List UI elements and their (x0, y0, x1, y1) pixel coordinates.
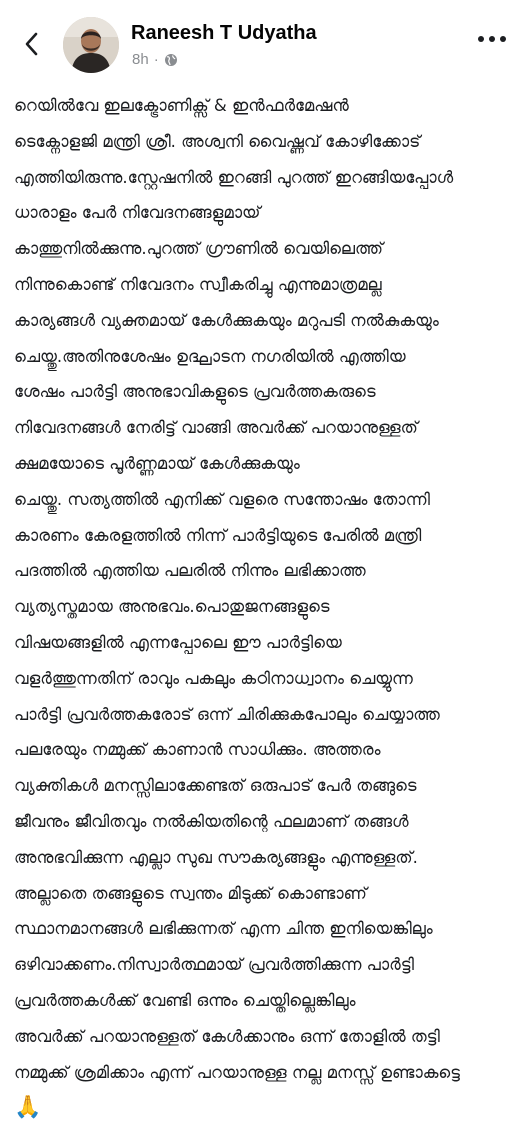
post-line: ക്ഷമയോടെ പൂർണ്ണമായ് കേൾക്കുകയും (14, 453, 300, 473)
post-line: എത്തിയിരുന്നു.സ്റ്റേഷനിൽ ഇറങ്ങി പുറത്ത് ഇറങ്ങിയപ്പോൾ (14, 167, 454, 187)
meta-separator: · (153, 51, 159, 68)
post-line: വളർത്തുന്നതിന് രാവും പകലും കഠിനാധ്വാനം ചെയ്യുന്ന (14, 668, 413, 688)
post-line: ഒഴിവാക്കണം.നിസ്വാർത്ഥമായ് പ്രവർത്തിക്കുന്ന പാർട്ടി (14, 955, 414, 975)
post-line: അനുഭവിക്കുന്ന എല്ലാ സുഖ സൗകര്യങ്ങളും എന്നുള്ളത്. (14, 847, 418, 867)
post-line: വ്യത്യസ്തമായ അനുഭവം.പൊതുജനങ്ങളുടെ (14, 597, 330, 617)
post-line: കാര്യങ്ങൾ വ്യക്തമായ് കേൾക്കുകയും മറുപടി നൽകുകയും (14, 310, 439, 330)
post-line: ചെയ്തു.അതിനുശേഷം ഉദ്ഘാടന നഗരിയിൽ എത്തിയ (14, 346, 406, 366)
post-line: അല്ലാതെ തങ്ങളുടെ സ്വന്തം മിടുക്ക് കൊണ്ടാണ് (14, 883, 367, 903)
post-line: സ്ഥാനമാനങ്ങൾ ലഭിക്കുന്നത് എന്ന ചിന്ത ഇനിയെങ്കിലും (14, 919, 433, 939)
post-line: ടെക്നോളജി മന്ത്രി ശ്രീ. അശ്വനി വൈഷ്ണവ് കോഴിക്കോട് (14, 131, 421, 151)
post-line: പലരേയും നമ്മുക്ക് കാണാൻ സാധിക്കും. അത്തരം (14, 740, 381, 760)
avatar[interactable] (63, 17, 119, 73)
post-meta (132, 51, 178, 68)
post-line: നമ്മുക്ക് ശ്രമിക്കാം എന്ന് പറയാനുള്ള നല്ല മനസ്സ് ഉണ്ടാകട്ടെ (14, 1062, 460, 1082)
post-line: കാത്തുനിൽക്കുന്നു.പുറത്ത് ഗ്രൗണിൽ വെയിലെത്ത് (14, 239, 383, 259)
post-line: പദത്തിൽ എത്തിയ പലരിൽ നിന്നും ലഭിക്കാത്ത (14, 561, 366, 581)
avatar-photo (63, 17, 119, 73)
post-line: പ്രവർത്തകൾക്ക് വേണ്ടി ഒന്നും ചെയ്തില്ലെങ്കിലും (14, 990, 356, 1010)
chevron-left-icon (22, 31, 42, 57)
post-line: ജീവനും ജീവിതവും നൽകിയതിന്റെ ഫലമാണ് തങ്ങൾ (14, 811, 409, 831)
timestamp[interactable]: 8h (132, 51, 149, 68)
post-line: കാരണം കേരളത്തിൽ നിന്ന് പാർട്ടിയുടെ പേരിൽ മന്ത്രി (14, 525, 422, 545)
back-button[interactable] (14, 24, 50, 64)
post-line: വ്യക്തികൾ മനസ്സിലാക്കേണ്ടത് ഒരുപാട് പേർ തങ്ങുടെ (14, 776, 417, 796)
post-line: ചെയ്തു. സത്യത്തിൽ എനിക്ക് വളരെ സന്തോഷം തോന്നി (14, 489, 430, 509)
globe-icon (164, 53, 178, 67)
post-line: വിഷയങ്ങളിൽ എന്നപ്പോലെ ഈ പാർട്ടിയെ (14, 632, 342, 652)
folded-hands-emoji: 🙏 (14, 1095, 42, 1121)
more-options-button[interactable] (478, 36, 506, 42)
post-line: നിന്നുകൊണ്ട് നിവേദനം സ്വീകരിച്ചു എന്നുമാത്രമല്ല (14, 274, 382, 294)
post-line: റെയിൽവേ ഇലക്ട്രോണിക്സ് & ഇൻഫർമേഷൻ (14, 96, 349, 115)
post-body (14, 88, 522, 1121)
more-horizontal-icon (478, 36, 484, 42)
post-line: ശേഷം പാർട്ടി അനുഭാവികളുടെ പ്രവർത്തകരുടെ (14, 382, 376, 402)
post-line: പാർട്ടി പ്രവർത്തകരോട് ഒന്ന് ചിരിക്കുകപോലും ചെയ്യാത്ത (14, 704, 440, 724)
author-name[interactable]: Raneesh T Udyatha (131, 22, 317, 44)
post-line: നിവേദനങ്ങൾ നേരിട്ട് വാങ്ങി അവർക്ക് പറയാനുള്ളത് (14, 418, 418, 438)
post-line: അവർക്ക് പറയാനുള്ളത് കേൾക്കാനും ഒന്ന് തോളിൽ തട്ടി (14, 1026, 440, 1046)
post-line: ധാരാളം പേർ നിവേദനങ്ങളുമായ് (14, 203, 261, 223)
post-header (0, 0, 528, 88)
